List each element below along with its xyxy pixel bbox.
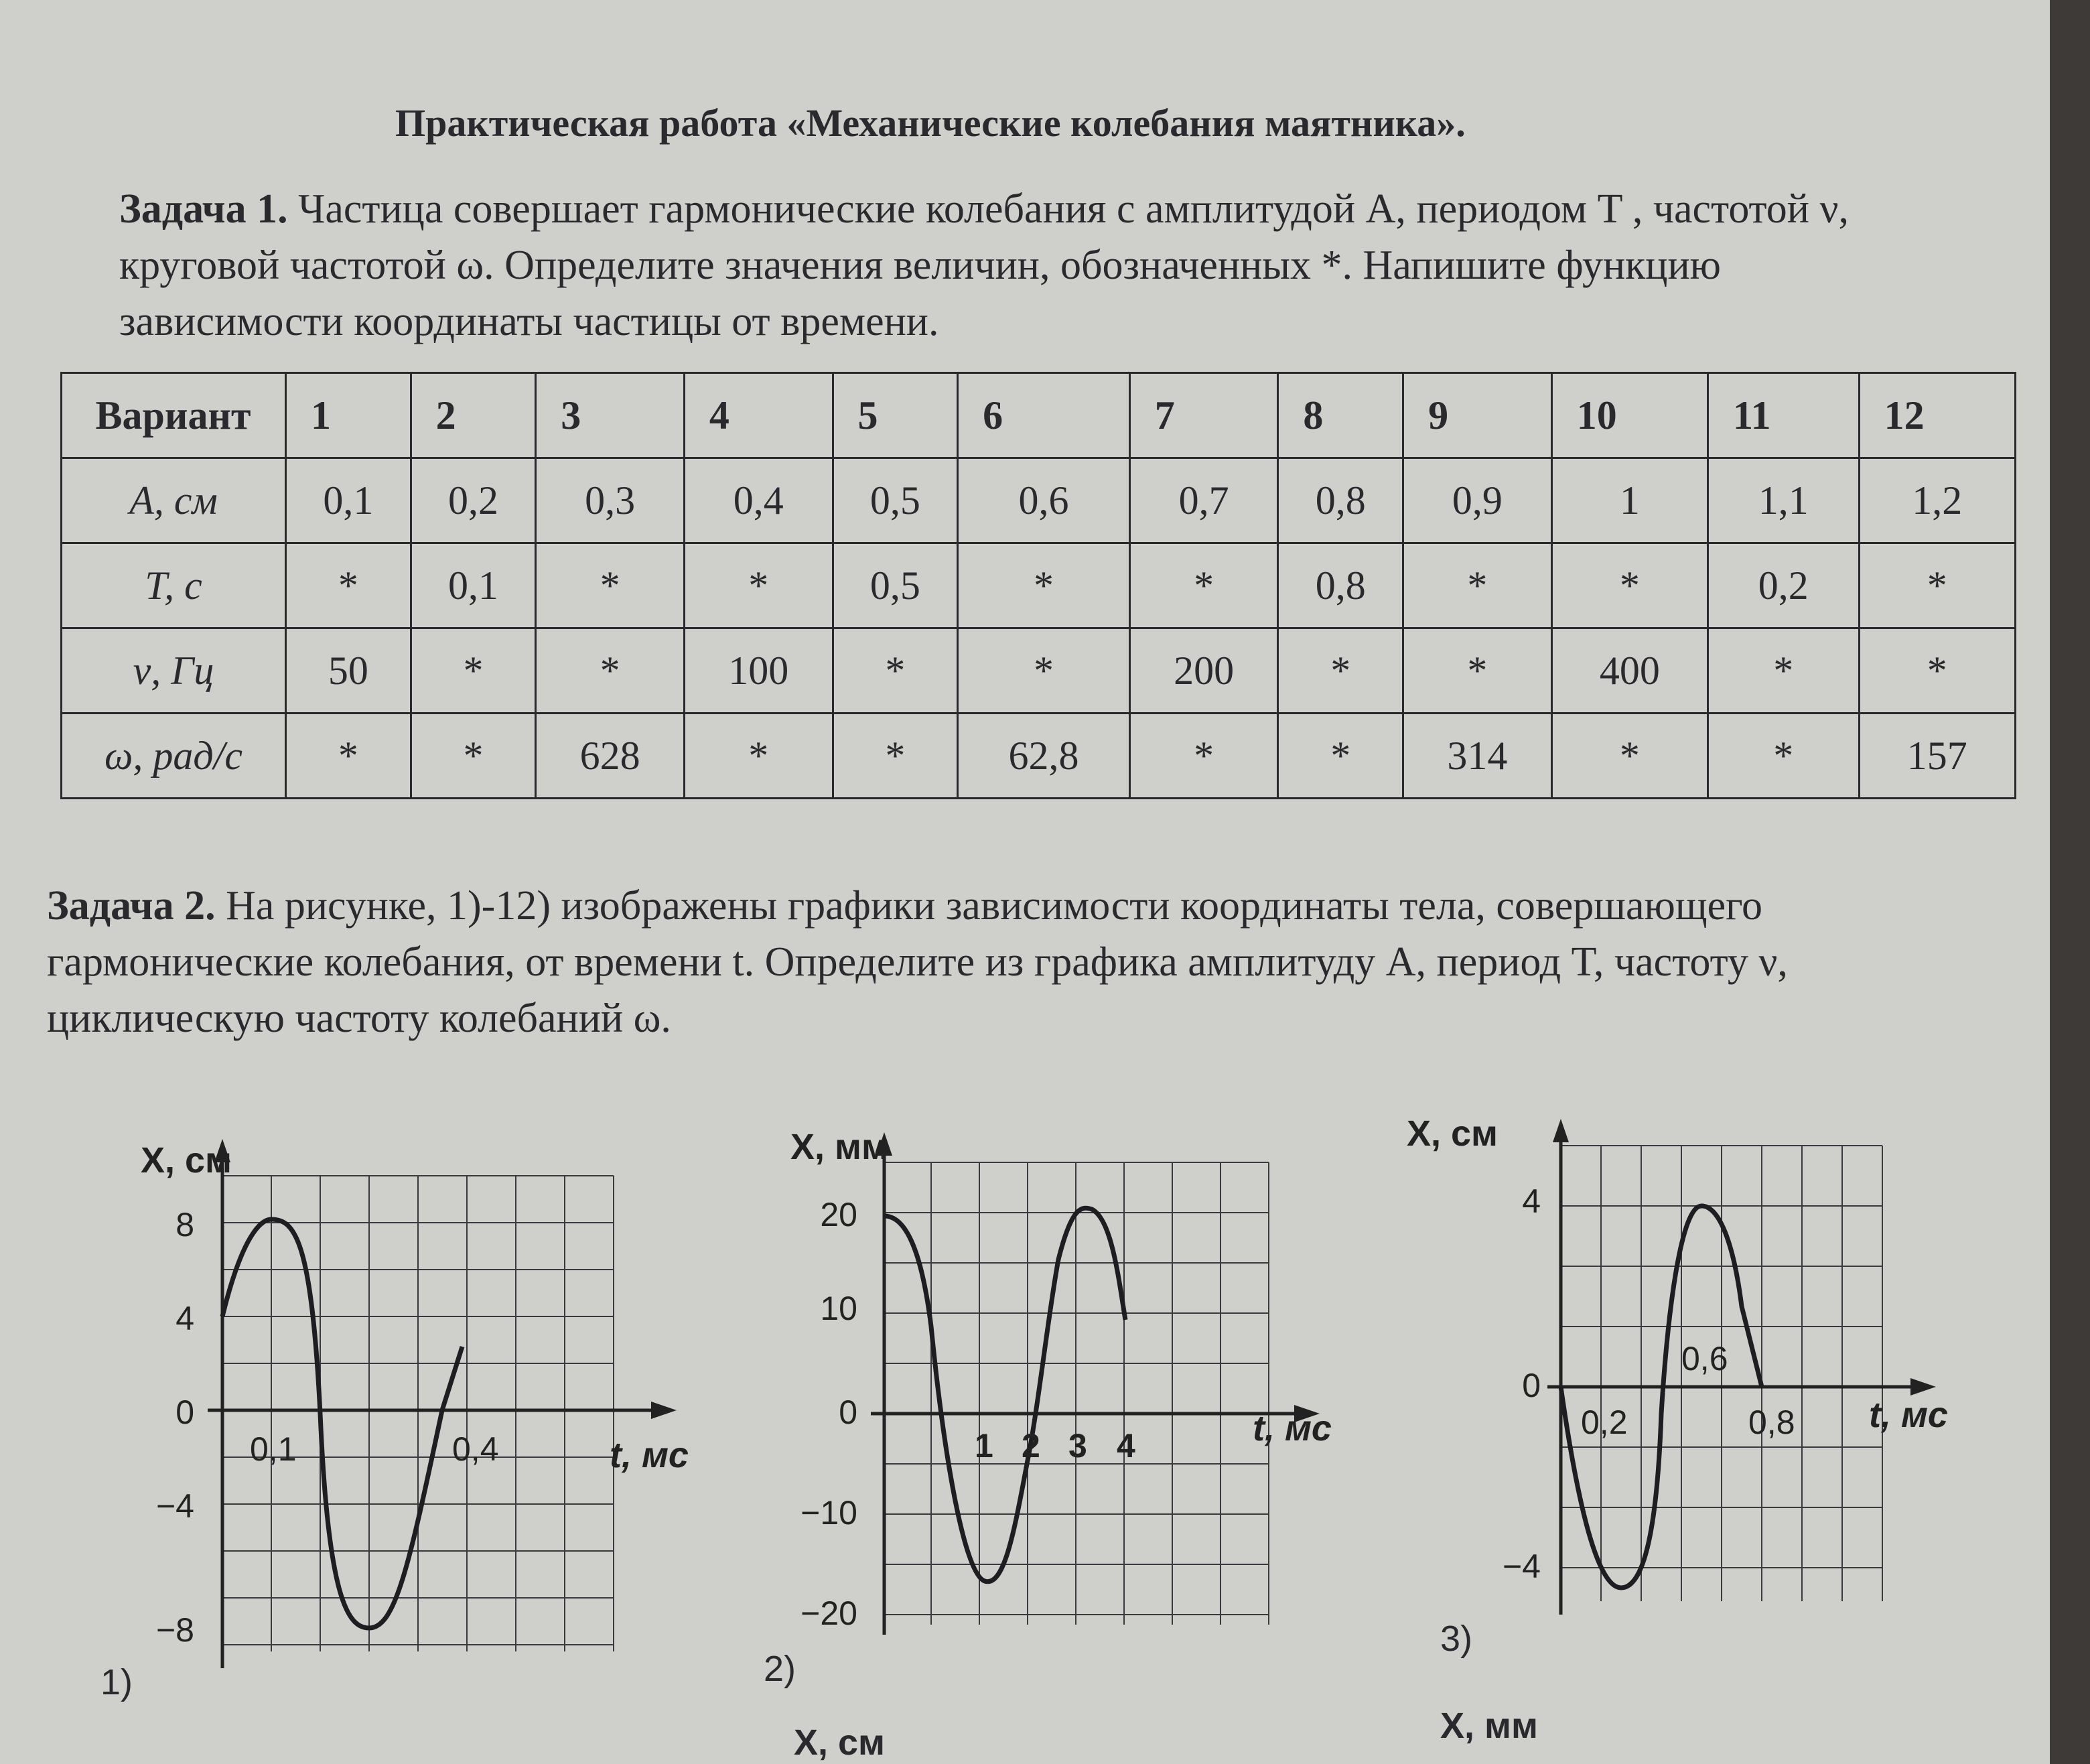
graph-2-y-tick: −10 [800,1494,857,1532]
task-2 [47,878,2030,1046]
graph-2-y-tick: −20 [800,1595,857,1632]
table-cell: 50 [286,628,411,714]
table-cell: 0,1 [286,458,411,543]
task-2-text: На рисунке, 1)-12) изображены графики зависимости координаты тела, совершающего гармонические колебания, от времени t. Определите из графика амплитуду A, период T, частоту ν, циклическую частоту колебаний ω. [47,883,1788,1041]
table-cell: * [833,628,958,714]
table-row-label: T, с [62,543,286,628]
table-header-cell: Вариант [62,373,286,458]
table-cell: 0,8 [1278,543,1403,628]
table-row [62,628,2016,714]
table-header-cell: 2 [411,373,536,458]
table-cell: * [536,628,685,714]
graph-3-y-tick: 4 [1522,1182,1541,1220]
table-cell: 0,9 [1403,458,1552,543]
table-cell: 0,3 [536,458,685,543]
table-header-cell: 4 [684,373,833,458]
table-cell: * [1129,714,1278,799]
table-cell: * [1129,543,1278,628]
graph-2-y-tick: 0 [839,1394,857,1431]
task-2-label: Задача 2. [47,883,216,929]
table-cell: * [411,714,536,799]
table-cell: 200 [1129,628,1278,714]
graph-1-x-tick: 0,4 [452,1430,499,1468]
graph-3-y-arrow [1553,1119,1569,1142]
graph-3-x-arrow [1910,1378,1936,1396]
table-cell: * [1278,714,1403,799]
table-cell: 0,4 [684,458,833,543]
table-cell: * [1708,628,1859,714]
table-header-cell: 5 [833,373,958,458]
graph-1-x-tick: 0,1 [250,1430,297,1468]
table-cell: * [1403,543,1552,628]
graph-2-x-tick: 3 [1068,1427,1087,1465]
table-cell: 100 [684,628,833,714]
table-header-cell: 10 [1551,373,1708,458]
graph-2-y-tick: 20 [820,1196,857,1233]
table-cell: 62,8 [958,714,1130,799]
table-header-cell: 8 [1278,373,1403,458]
table-cell: 0,8 [1278,458,1403,543]
graph-1-y-tick: 4 [176,1300,194,1337]
graph-1-x-arrow [651,1402,677,1419]
graph-3-axes [1547,1132,1923,1615]
table-cell: 0,2 [411,458,536,543]
table-cell: * [684,714,833,799]
table-cell: 1,2 [1859,458,2015,543]
graph-1-y-tick: 8 [176,1206,194,1243]
table-cell: * [286,714,411,799]
table-row [62,458,2016,543]
graph-1 [127,1132,730,1692]
table-cell: * [1859,543,2015,628]
next-graph-ylabel: X, см [794,1722,886,1763]
graph-1-ylabel: X, см [141,1140,232,1180]
graph-2-caption: 2) [764,1649,796,1689]
graph-3-xlabel: t, мс [1869,1395,1948,1435]
graph-2-curve [884,1208,1125,1582]
graph-1-grid [222,1176,614,1651]
table-cell: * [1278,628,1403,714]
variants-table [60,372,2016,799]
table-header-cell: 3 [536,373,685,458]
table-cell: 1,1 [1708,458,1859,543]
graph-1-curve [222,1219,462,1628]
table-cell: 0,5 [833,458,958,543]
table-cell: 0,7 [1129,458,1278,543]
table-cell: * [1859,628,2015,714]
table-cell: * [536,543,685,628]
table-cell: * [958,628,1130,714]
table-cell: * [411,628,536,714]
table-header-cell: 12 [1859,373,2015,458]
task-1-label: Задача 1. [119,186,288,232]
table-cell: 0,1 [411,543,536,628]
graph-3-y-tick: −4 [1502,1548,1541,1585]
graph-2-x-tick: 4 [1117,1427,1135,1465]
table-header-row [62,373,2016,458]
graph-3-x-tick: 0,2 [1581,1404,1628,1441]
page-edge [2050,0,2090,1764]
graph-2 [784,1126,1387,1651]
table-cell: 0,6 [958,458,1130,543]
table-header-cell: 11 [1708,373,1859,458]
graph-1-y-tick: −8 [155,1611,194,1649]
table-header-cell: 6 [958,373,1130,458]
table-cell: * [1551,543,1708,628]
table-cell: * [833,714,958,799]
graph-3 [1400,1105,2003,1645]
graph-2-grid [884,1162,1269,1625]
graph-3-ylabel: X, см [1407,1113,1499,1154]
table-cell: 157 [1859,714,2015,799]
graph-2-x-tick: 2 [1022,1427,1040,1465]
table-row-label: ν, Гц [62,628,286,714]
table-cell: 0,5 [833,543,958,628]
graph-3-x-tick: 0,8 [1748,1404,1795,1441]
graph-3-curve [1561,1206,1762,1588]
table-cell: * [1708,714,1859,799]
table-header-cell: 7 [1129,373,1278,458]
graph-2-x-tick: 1 [975,1427,993,1465]
graph-1-axes [208,1152,663,1668]
task-1 [119,181,1861,350]
graph-2-xlabel: t, мс [1253,1408,1332,1448]
graph-1-y-tick: 0 [176,1394,194,1431]
graph-1-caption: 1) [100,1662,133,1702]
table-cell: * [286,543,411,628]
table-row-label: A, см [62,458,286,543]
table-row [62,543,2016,628]
graph-2-ylabel: X, мм [790,1127,888,1167]
table-cell: 314 [1403,714,1552,799]
table-row [62,714,2016,799]
graph-3-x-tick: 0,6 [1681,1340,1728,1377]
table-cell: * [684,543,833,628]
table-cell: * [1403,628,1552,714]
table-header-cell: 9 [1403,373,1552,458]
table-cell: 400 [1551,628,1708,714]
table-cell: 0,2 [1708,543,1859,628]
table-cell: * [1551,714,1708,799]
worksheet-title: Практическая работа «Механические колебания маятника». [395,101,1466,145]
graph-1-xlabel: t, мс [610,1435,689,1475]
graph-3-caption: 3) [1440,1619,1473,1659]
table-cell: * [958,543,1130,628]
table-header-cell: 1 [286,373,411,458]
graph-1-y-tick: −4 [155,1487,194,1525]
table-row-label: ω, рад/с [62,714,286,799]
task-1-text: Частица совершает гармонические колебания с амплитудой A, периодом T , частотой ν, круговой частотой ω. Определите значения величин, обозначенных *. Напишите функцию зависимости координаты частицы от времени. [119,186,1849,344]
graph-3-y-tick: 0 [1522,1367,1541,1404]
table-cell: 1 [1551,458,1708,543]
next-graph-ylabel: X, мм [1440,1706,1538,1746]
table-cell: 628 [536,714,685,799]
graph-2-y-tick: 10 [820,1290,857,1327]
